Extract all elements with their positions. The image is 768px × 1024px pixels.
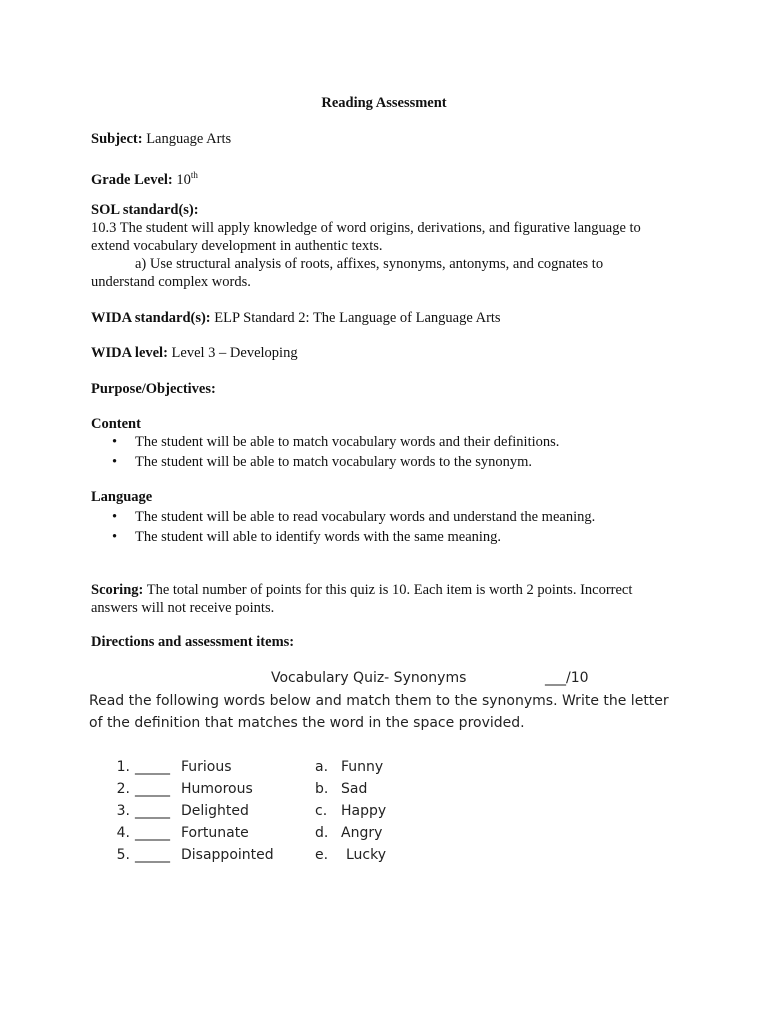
option-letter: b. <box>315 781 329 797</box>
language-bullet-list <box>91 508 595 548</box>
answer-blank: _____ <box>135 759 170 775</box>
sol-label: SOL standard(s): <box>91 202 199 218</box>
list-item: • The student will be able to match vocabulary words and their definitions. <box>91 433 559 453</box>
option-letter: c. <box>315 803 328 819</box>
language-heading: Language <box>91 489 153 505</box>
page-title: Reading Assessment <box>321 95 447 111</box>
sol-line-2: extend vocabulary development in authentic texts. <box>91 238 383 254</box>
quiz-instructions-line-1: Read the following words below and match them to the synonyms. Write the letter <box>89 693 669 709</box>
wida-level-label: WIDA level: <box>91 345 168 361</box>
list-item: • The student will able to identify words with the same meaning. <box>91 528 595 548</box>
answer-blank: _____ <box>135 803 170 819</box>
quiz-score: ___/10 <box>545 670 589 686</box>
quiz-title: Vocabulary Quiz- Synonyms <box>271 670 467 686</box>
subject-line <box>91 130 231 148</box>
grade-line <box>91 166 198 189</box>
list-item: • The student will be able to match vocabulary words to the synonym. <box>91 453 559 473</box>
item-number: 2. <box>116 781 130 797</box>
option-word: Angry <box>341 825 383 841</box>
directions-heading: Directions and assessment items: <box>91 634 295 650</box>
sol-sub-line-2: understand complex words. <box>91 274 251 290</box>
grade-value: 10 <box>176 171 191 188</box>
wida-level-value: Level 3 – Developing <box>171 345 298 361</box>
scoring-line-1: Scoring: The total number of points for this quiz is 10. Each item is worth 2 points. Incorrect <box>91 582 633 598</box>
option-word: Lucky <box>346 847 387 863</box>
item-number: 3. <box>116 803 130 819</box>
wida-standard-value: ELP Standard 2: The Language of Language Arts <box>214 310 501 326</box>
item-number: 4. <box>116 825 130 841</box>
option-letter: e. <box>315 847 329 863</box>
option-letter: a. <box>315 759 329 775</box>
item-word: Delighted <box>181 803 249 819</box>
scoring-label: Scoring: <box>91 582 144 598</box>
sol-sub-line-1: a) Use structural analysis of roots, affixes, synonyms, antonyms, and cognates to <box>135 256 604 272</box>
item-word: Fortunate <box>181 825 249 841</box>
list-item: • The student will be able to read vocabulary words and understand the meaning. <box>91 508 595 528</box>
answer-blank: _____ <box>135 847 170 863</box>
scoring-line-2: answers will not receive points. <box>91 600 275 616</box>
option-word: Happy <box>341 803 387 819</box>
quiz-instructions-line-2: of the definition that matches the word in the space provided. <box>89 715 525 731</box>
subject-value: Language Arts <box>146 131 232 147</box>
item-word: Disappointed <box>181 847 274 863</box>
content-bullet-list <box>91 433 559 473</box>
option-word: Funny <box>341 759 384 775</box>
item-number: 5. <box>116 847 130 863</box>
content-heading: Content <box>91 416 141 432</box>
item-word: Humorous <box>181 781 253 797</box>
grade-label: Grade Level: <box>91 171 173 188</box>
purpose-heading: Purpose/Objectives: <box>91 381 216 397</box>
subject-label: Subject: <box>91 131 143 147</box>
item-word: Furious <box>181 759 232 775</box>
option-word: Sad <box>341 781 368 797</box>
option-letter: d. <box>315 825 329 841</box>
sol-line-1: 10.3 The student will apply knowledge of word origins, derivations, and figurative language to <box>91 220 641 236</box>
wida-standard-label: WIDA standard(s): <box>91 310 211 326</box>
wida-standard-line <box>91 309 501 327</box>
answer-blank: _____ <box>135 825 170 841</box>
item-number: 1. <box>116 759 130 775</box>
wida-level-line <box>91 344 298 362</box>
answer-blank: _____ <box>135 781 170 797</box>
grade-superscript: th <box>190 170 198 180</box>
